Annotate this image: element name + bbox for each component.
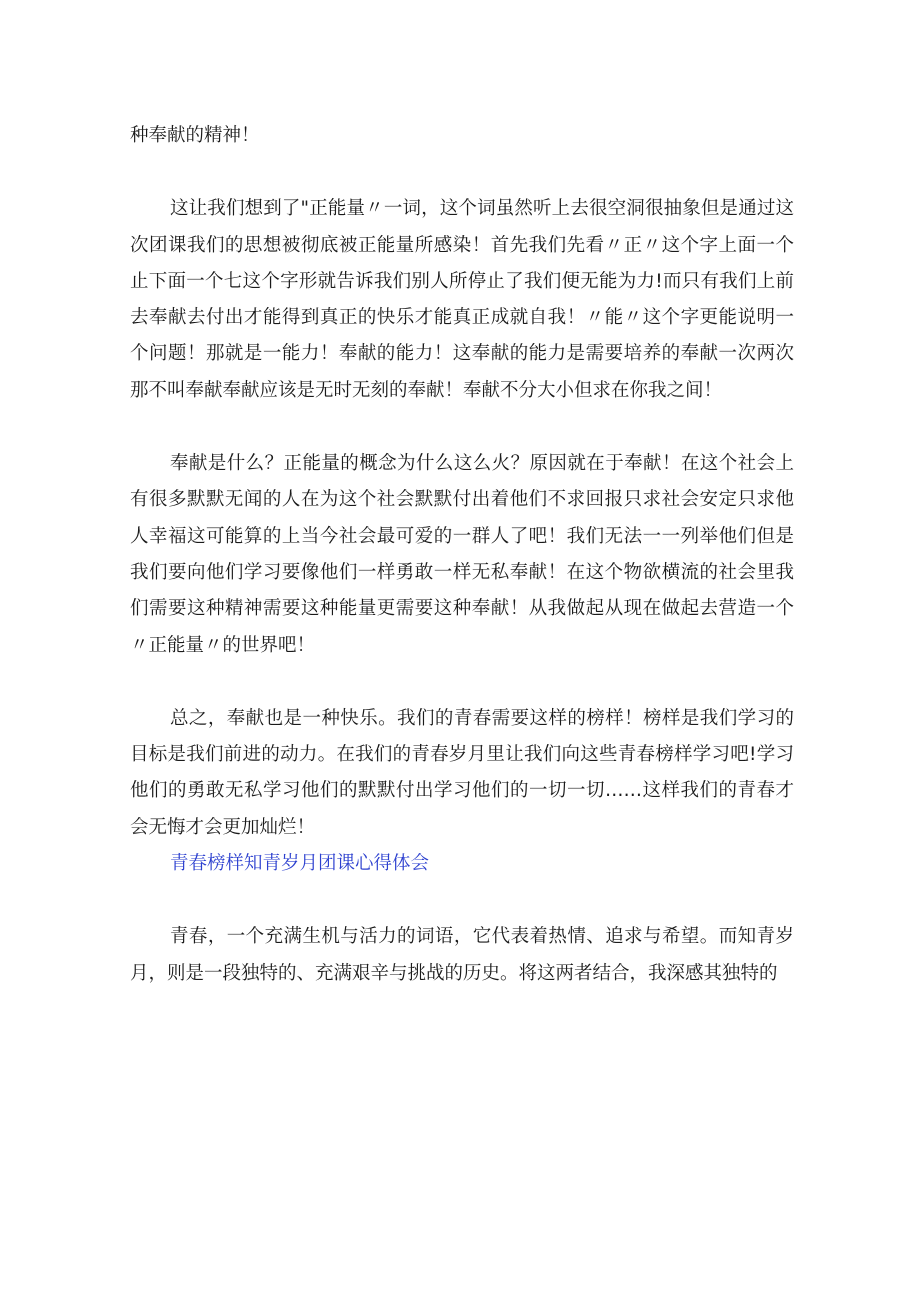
paragraph-conclusion: 总之，奉献也是一种快乐。我们的青春需要这样的榜样！榜样是我们学习的目标是我们前进的动力。在我们的青春岁月里让我们向这些青春榜样学习吧!学习他们的勇敢无私学习他们的默默付出学习他们的一切一切……这样我们的青春才会无悔才会更加灿烂！	[130, 707, 794, 838]
paragraph-what-is-dedication: 奉献是什么？正能量的概念为什么这么火？原因就在于奉献！在这个社会上有很多默默无闻的人在为这个社会默默付出着他们不求回报只求社会安定只求他人幸福这可能算的上当今社会最可爱的一群人了吧！我们无法一一列举他们但是我们要向他们学习要像他们一样勇敢一样无私奉献！在这个物欲横流的社会里我们需要这种精神需要这种能量更需要这种奉献！从我做起从现在做起去营造一个〃正能量〃的世界吧！	[130, 453, 794, 656]
document-body	[130, 118, 794, 992]
paragraph-youth-intro: 青春，一个充满生机与活力的词语，它代表着热情、追求与希望。而知青岁月，则是一段独特的、充满艰辛与挑战的历史。将这两者结合，我深感其独特的	[130, 926, 794, 984]
article-title-link[interactable]: 青春榜样知青岁月团课心得体会	[170, 853, 430, 875]
paragraph-positive-energy: 这让我们想到了"正能量〃一词，这个词虽然听上去很空洞很抽象但是通过这次团课我们的思想被彻底被正能量所感染！首先我们先看〃正〃这个字上面一个止下面一个七这个字形就告诉我们别人所停止了我们便无能为力!而只有我们上前去奉献去付出才能得到真正的快乐才能真正成就自我！〃能〃这个字更能说明一个问题！那就是一能力！奉献的能力！这奉献的能力是需要培养的奉献一次两次那不叫奉献奉献应该是无时无刻的奉献！奉献不分大小但求在你我之间！	[130, 198, 794, 401]
paragraph-fragment: 种奉献的精神！	[130, 125, 260, 146]
